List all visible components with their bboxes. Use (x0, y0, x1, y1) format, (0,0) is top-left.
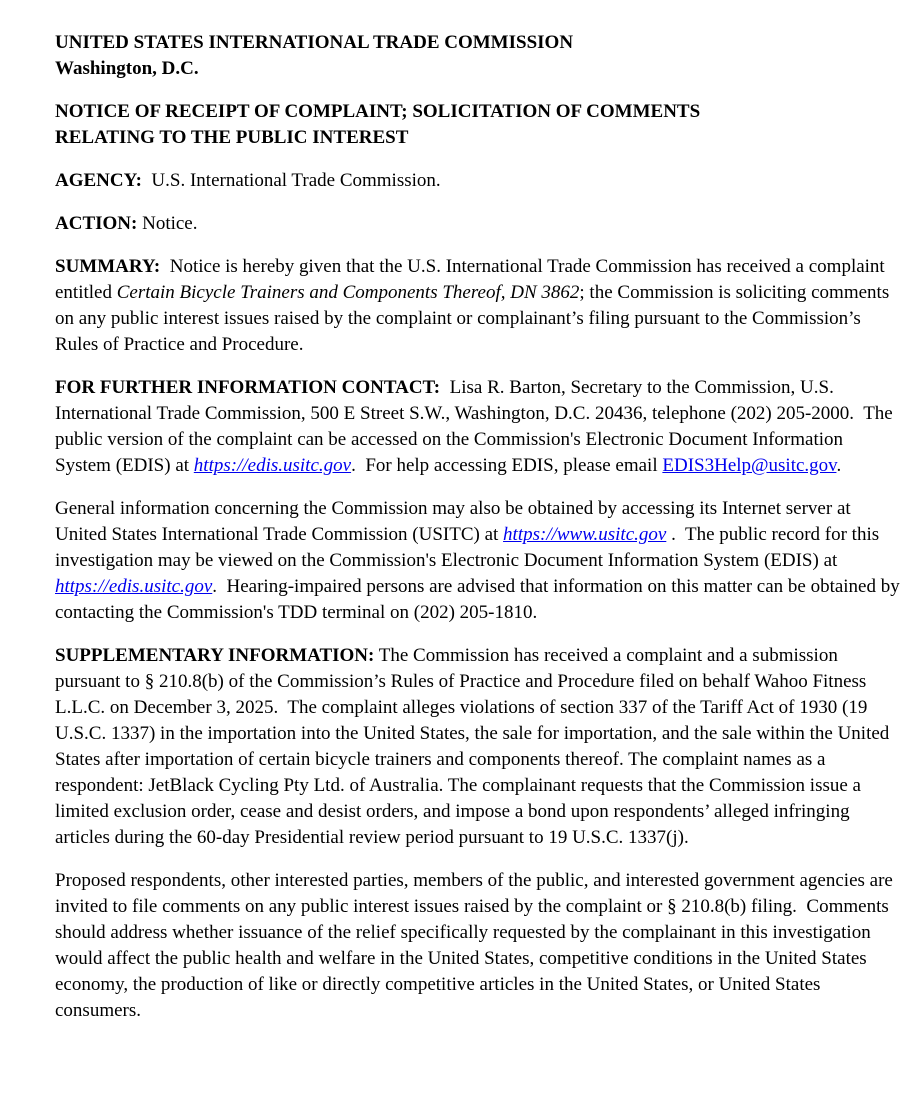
agency-title: UNITED STATES INTERNATIONAL TRADE COMMISSION (55, 32, 574, 53)
edis-link-2[interactable]: https://edis.usitc.gov (55, 576, 213, 597)
agency-label: AGENCY: (55, 170, 142, 191)
agency-text: U.S. International Trade Commission. (141, 170, 441, 191)
agency-section (55, 168, 900, 194)
supplementary-text: The Commission has received a complaint and a submission pursuant to § 210.8(b) of the Commission’s Rules of Practice and Procedure filed on behalf Wahoo Fitness L.L.C. on December 3, 2025. The complaint alleges violations of section 337 of the Tariff Act of 1930 (19 U.S.C. 1337) in the importation into the United States, the sale for importation, and the sale within the United States after importation of certain bicycle trainers and components thereof. The complaint names as a respondent: JetBlack Cycling Pty Ltd. of Australia. The complainant requests that the Commission issue a limited exclusion order, cease and desist orders, and impose a bond upon respondents’ alleged infringing articles during the 60-day Presidential review period pursuant to 19 U.S.C. 1337(j). (55, 645, 895, 848)
summary-label: SUMMARY: (55, 256, 161, 277)
contact-text-2: . For help accessing EDIS, please email (351, 455, 663, 476)
summary-text-after: ; the Commission is soliciting comments on any public interest issues raised by the complaint or complainant’s filing pursuant to the Commission’s Rules of Practice and Procedure. (55, 282, 894, 355)
action-section (55, 211, 900, 237)
supplementary-section (55, 643, 900, 851)
edis-link[interactable]: https://edis.usitc.gov (193, 455, 352, 476)
usitc-link[interactable]: https://www.usitc.gov (503, 524, 667, 545)
summary-text-before: Notice is hereby given that the U.S. International Trade Commission has received a complaint entitled (55, 256, 890, 303)
complaint-title: Certain Bicycle Trainers and Components Thereof, DN 3862 (116, 282, 580, 303)
general-text-2: . The public record for this investigation may be viewed on the Commission's Electronic Document Information System (EDIS) at (55, 524, 884, 571)
contact-text-1: Lisa R. Barton, Secretary to the Commission, U.S. International Trade Commission, 500 E Street S.W., Washington, D.C. 20436, telephone (202) 205-2000. The public version of the complaint can be accessed on the Commission's Electronic Document Information System (EDIS) at (55, 377, 898, 476)
public-interest-text: Proposed respondents, other interested parties, members of the public, and interested government agencies are invited to file comments on any public interest issues raised by the complaint or § 210.8(b) filing. Comments should address whether issuance of the relief specifically requested by the complainant in this investigation would affect the public health and welfare in the United States, competitive conditions in the United States economy, the production of like or directly competitive articles in the United States, or United States consumers. (55, 870, 898, 1021)
contact-text-3: . (836, 455, 842, 476)
action-text: Notice. (137, 213, 198, 234)
edis-help-email-link[interactable]: EDIS3Help@usitc.gov (662, 455, 837, 476)
action-label: ACTION: (55, 213, 138, 234)
notice-title-line2: RELATING TO THE PUBLIC INTEREST (55, 127, 409, 148)
public-interest-section (55, 868, 900, 1024)
general-text-3: . Hearing-impaired persons are advised that information on this matter can be obtained by contacting the Commission's TDD terminal on (202) 205-1810. (55, 576, 905, 623)
agency-location: Washington, D.C. (55, 58, 199, 79)
summary-section (55, 254, 900, 358)
notice-title-line1: NOTICE OF RECEIPT OF COMPLAINT; SOLICITATION OF COMMENTS (55, 101, 701, 122)
general-info-section (55, 496, 905, 626)
notice-title (55, 99, 900, 151)
supplementary-label: SUPPLEMENTARY INFORMATION: (55, 645, 375, 666)
general-text-1: General information concerning the Commission may also be obtained by accessing its Internet server at United States International Trade Commission (USITC) at (55, 498, 856, 545)
letterhead (55, 30, 900, 82)
contact-section (55, 375, 900, 479)
contact-label: FOR FURTHER INFORMATION CONTACT: (55, 377, 441, 398)
